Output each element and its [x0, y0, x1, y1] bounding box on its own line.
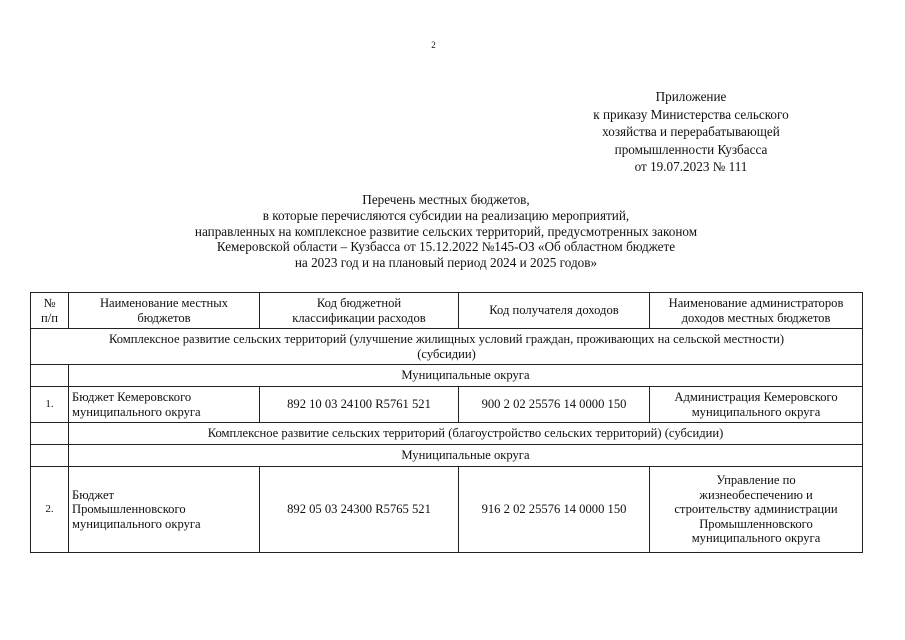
- appendix-line: Приложение: [655, 89, 727, 104]
- document-title: [60, 192, 832, 271]
- expense-code-cell: 892 05 03 24300 R5765 521: [260, 467, 459, 553]
- header-recipient-code: [459, 293, 650, 329]
- header-text: Наименование администраторов: [668, 295, 844, 310]
- administrator-cell: [650, 387, 863, 423]
- budget-table: [30, 292, 863, 553]
- cell-text: жизнеобеспечению и: [699, 487, 813, 502]
- header-num: [31, 293, 69, 329]
- header-administrators: [650, 293, 863, 329]
- header-text: п/п: [41, 310, 58, 325]
- appendix-block: [560, 88, 822, 176]
- title-line: Перечень местных бюджетов,: [362, 192, 530, 207]
- cell-text: муниципального округа: [72, 516, 201, 531]
- appendix-line: хозяйства и перерабатывающей: [602, 124, 780, 140]
- header-text: Код бюджетной: [316, 295, 402, 310]
- appendix-line: промышленности Кузбасса: [614, 141, 768, 157]
- title-line: Кемеровской области – Кузбасса от 15.12.2022 №145-ОЗ «Об областном бюджете: [216, 239, 676, 255]
- budget-name-cell: [69, 467, 260, 553]
- cell-text: Администрация Кемеровского: [674, 389, 838, 404]
- cell-text: Бюджет: [72, 487, 115, 502]
- header-text: Код получателя доходов: [489, 303, 619, 318]
- header-budget-name: [69, 293, 260, 329]
- administrator-cell: [650, 467, 863, 553]
- header-text: №: [43, 295, 56, 310]
- empty-cell: [31, 423, 69, 445]
- header-text: бюджетов: [137, 310, 191, 325]
- header-text: Наименование местных: [99, 295, 229, 310]
- header-expense-code: [260, 293, 459, 329]
- section-title-row: [31, 329, 863, 365]
- section-title-row: [31, 423, 863, 445]
- cell-text: муниципального округа: [691, 531, 821, 546]
- appendix-line: от 19.07.2023 № 111: [634, 159, 748, 175]
- page-number: 2: [431, 40, 436, 50]
- cell-text: Промышленновского: [699, 516, 813, 531]
- section-title: Комплексное развитие сельских территорий (благоустройство сельских территорий) (субсидии): [69, 423, 863, 445]
- table-row: [31, 387, 863, 423]
- row-number: 1.: [31, 387, 69, 423]
- subsection-row: [31, 445, 863, 467]
- title-line: в которые перечисляются субсидии на реализацию мероприятий,: [262, 207, 630, 223]
- header-text: классификации расходов: [292, 310, 426, 325]
- empty-cell: [31, 365, 69, 387]
- budget-name-cell: [69, 387, 260, 423]
- header-text: доходов местных бюджетов: [681, 310, 831, 325]
- empty-cell: [31, 445, 69, 467]
- cell-text: строительству администрации: [674, 502, 838, 517]
- section-title-text: Комплексное развитие сельских территорий (улучшение жилищных условий граждан, проживающих на сельской местности): [108, 331, 785, 346]
- table-header-row: [31, 293, 863, 329]
- cell-text: Управление по: [716, 473, 796, 488]
- row-number: 2.: [31, 467, 69, 553]
- title-line: направленных на комплексное развитие сельских территорий, предусмотренных законом: [194, 223, 698, 239]
- recipient-code-cell: 916 2 02 25576 14 0000 150: [459, 467, 650, 553]
- subsection-title: Муниципальные округа: [69, 445, 863, 467]
- section-title-text: (субсидии): [417, 346, 476, 361]
- appendix-line: к приказу Министерства сельского: [593, 106, 789, 122]
- title-line: на 2023 год и на плановый период 2024 и 2025 годов»: [294, 255, 598, 271]
- subsection-row: [31, 365, 863, 387]
- cell-text: муниципального округа: [691, 404, 821, 419]
- section-title: [31, 329, 863, 365]
- expense-code-cell: 892 10 03 24100 R5761 521: [260, 387, 459, 423]
- cell-text: муниципального округа: [72, 404, 201, 419]
- cell-text: Промышленновского: [72, 502, 186, 517]
- recipient-code-cell: 900 2 02 25576 14 0000 150: [459, 387, 650, 423]
- subsection-title: Муниципальные округа: [69, 365, 863, 387]
- table-row: [31, 467, 863, 553]
- cell-text: Бюджет Кемеровского: [72, 389, 192, 404]
